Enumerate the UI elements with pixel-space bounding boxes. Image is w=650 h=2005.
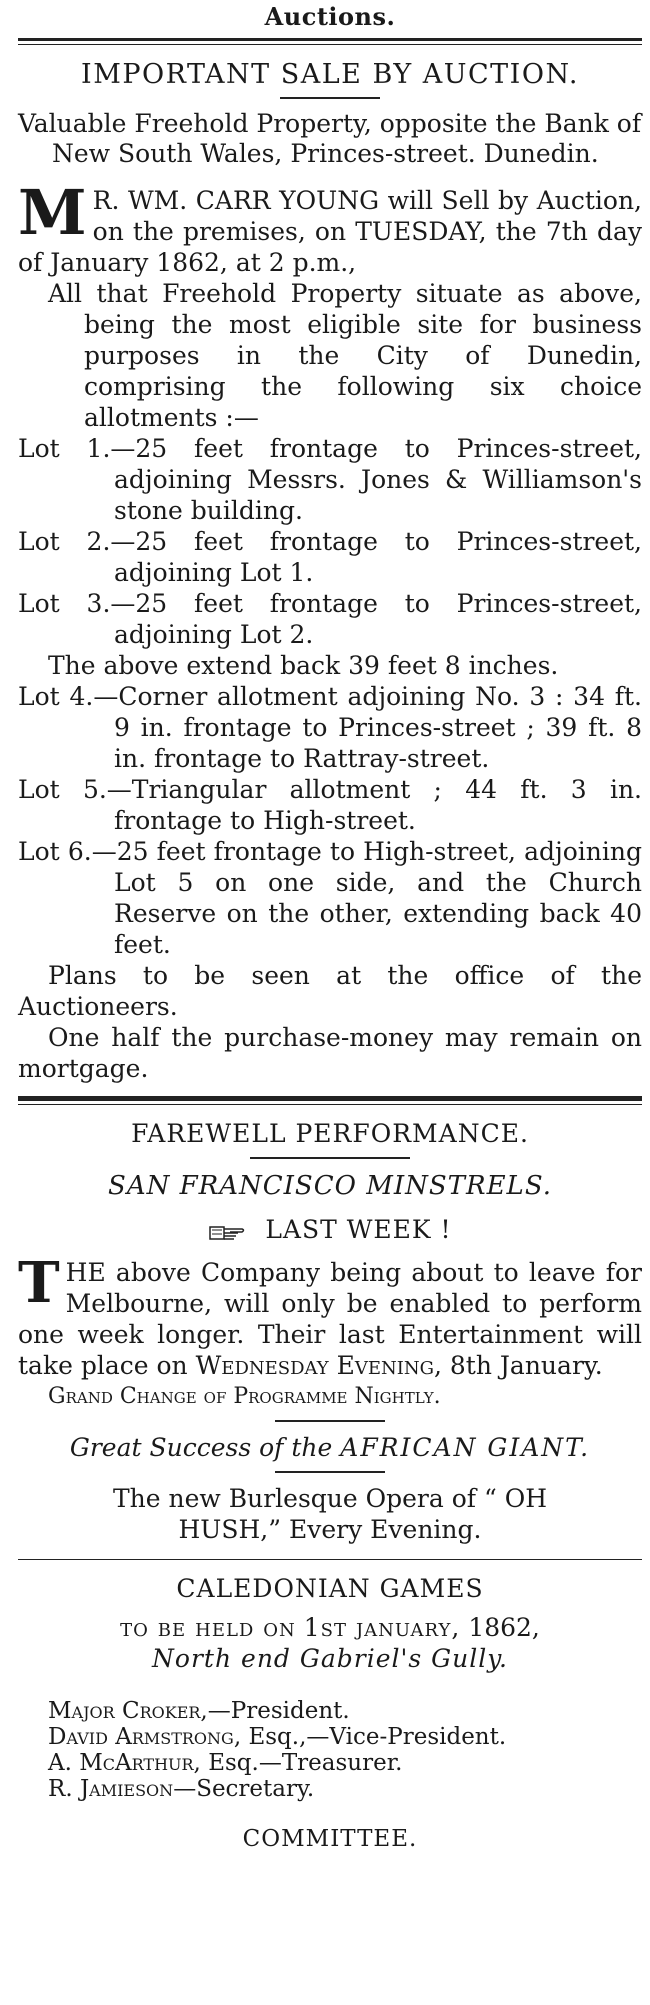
last-week-line (18, 1213, 642, 1247)
farewell-body-start: HE above Company being about to leave for Melbourne, will only be enabled to perform one week longer. Their last Entertainment will take place on (18, 1258, 642, 1380)
games-date-line (18, 1612, 642, 1643)
games-title: CALEDONIAN GAMES (176, 1574, 484, 1603)
games-date: 1st january, (303, 1613, 461, 1642)
games-divider (18, 1559, 642, 1560)
games-year: 1862, (468, 1613, 540, 1642)
troupe-name: SAN FRANCISCO MINSTRELS. (108, 1171, 552, 1201)
officer-treasurer (18, 1750, 642, 1776)
officer-vice-president (18, 1724, 642, 1750)
officer-secretary (18, 1776, 642, 1802)
officer-list (18, 1698, 642, 1802)
headline-divider (280, 97, 380, 99)
programme-change: Grand Change of Programme Nightly. (48, 1384, 441, 1409)
farewell-title: FAREWELL PERFORMANCE. (131, 1119, 529, 1148)
farewell-divider (250, 1157, 410, 1159)
games-held-on: to be held on (120, 1613, 296, 1642)
farewell-dropcap: T (18, 1250, 60, 1316)
auction-subhead: Valuable Freehold Property, opposite the Bank of New South Wales, Princes-street. Dunedin. (18, 109, 642, 168)
giant-name: AFRICAN GIANT. (340, 1433, 591, 1462)
farewell-body (18, 1250, 642, 1381)
giant-divider (275, 1471, 385, 1473)
auction-intro: R. WM. CARR YOUNG will Sell by Auction, on the premises, on TUESDAY, the 7th day of January 1862, at 2 p.m., (18, 186, 642, 277)
farewell-notice (18, 1117, 642, 1545)
column-heading: Auctions. (264, 2, 396, 31)
auction-notice (18, 57, 642, 1084)
officer-name: R. Jamieson (48, 1776, 174, 1802)
mortgage-note: One half the purchase-money may remain on mortgage. (18, 1023, 642, 1083)
lot-5: Lot 5.—Triangular allotment ; 44 ft. 3 in. frontage to High-street. (18, 775, 642, 835)
farewell-evening: Wednesday Evening, (195, 1351, 442, 1380)
lot-2: Lot 2.—25 feet frontage to Princes-street, adjoining Lot 1. (18, 527, 642, 587)
giant-lead: Great Success of the (69, 1433, 333, 1462)
extend-note: The above extend back 39 feet 8 inches. (48, 651, 559, 680)
lot-3: Lot 3.—25 feet frontage to Princes-street, adjoining Lot 2. (18, 589, 642, 649)
officer-name: Major Croker, (48, 1698, 208, 1724)
auction-intro-block (18, 176, 642, 278)
auction-headline: IMPORTANT SALE BY AUCTION. (81, 59, 579, 90)
programme-divider (275, 1420, 385, 1422)
lot-6: Lot 6.—25 feet frontage to High-street, adjoining Lot 5 on one side, and the Church Reserve on the other, extending back 40 feet. (18, 837, 642, 959)
pointing-hand-icon (208, 1221, 246, 1243)
burlesque-line: The new Burlesque Opera of “ OH HUSH,” Every Evening. (112, 1484, 548, 1544)
officer-name: David Armstrong, (48, 1724, 242, 1750)
auction-dropcap: M (18, 176, 87, 249)
section-divider-double (18, 1096, 642, 1105)
giant-line (18, 1432, 642, 1463)
heading-rule (18, 38, 642, 41)
auction-property: All that Freehold Property situate as above, being the most eligible site for business purposes in the City of Dunedin, comprising the following six choice allotments :— (48, 279, 642, 432)
officer-role: —President. (207, 1698, 350, 1724)
officer-president (18, 1698, 642, 1724)
plans-note: Plans to be seen at the office of the Auctioneers. (18, 961, 642, 1021)
heading-rule-thin (18, 44, 642, 45)
farewell-body-block (18, 1250, 642, 1381)
lot-1: Lot 1.—25 feet frontage to Princes-street, adjoining Messrs. Jones & Williamson's stone building. (18, 434, 642, 525)
officer-name: A. McArthur, (48, 1750, 201, 1776)
games-location: North end Gabriel's Gully. (152, 1644, 508, 1673)
games-notice (18, 1572, 642, 1856)
officer-role: Esq.—Treasurer. (208, 1750, 403, 1776)
last-week-text: LAST WEEK ! (265, 1215, 452, 1244)
officer-role: —Secretary. (173, 1776, 315, 1802)
lot-4: Lot 4.—Corner allotment adjoining No. 3 : 34 ft. 9 in. frontage to Princes-street ; 39 ft. 8 in. frontage to Rattray-street. (18, 682, 642, 773)
officer-role: Esq.,—Vice-President. (248, 1724, 507, 1750)
farewell-date: 8th January. (449, 1351, 603, 1380)
committee-heading: COMMITTEE. (242, 1826, 418, 1852)
